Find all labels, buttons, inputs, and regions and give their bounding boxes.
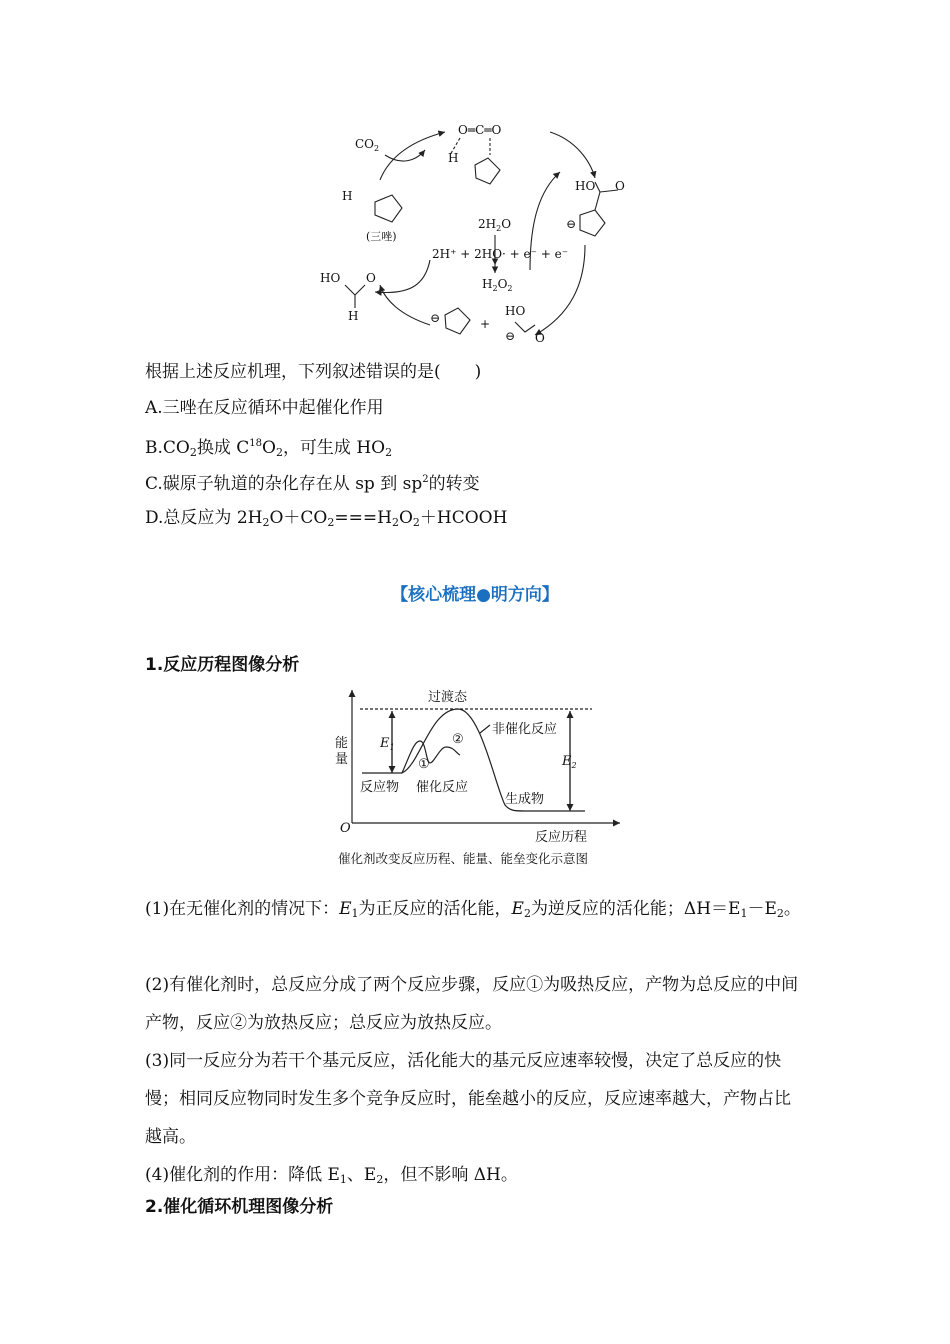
triazole-ring-left xyxy=(375,195,402,222)
cycle-arrow-left-up xyxy=(380,132,445,180)
y-label-2: 量 xyxy=(335,752,349,767)
e2-label: $E_2$ xyxy=(562,754,577,770)
minus-bottom: ⊖ xyxy=(430,311,441,325)
heading-1: 1.反应历程图像分析 xyxy=(145,655,300,675)
cooh-ho: HO xyxy=(575,179,596,193)
y-label-1: 能 xyxy=(335,736,349,751)
option-c: C.碳原子轨道的杂化存在从 sp 到 $sp^2$的转变 xyxy=(145,474,480,494)
co2-label: $CO_2$ xyxy=(355,137,380,153)
formic-ho: HO xyxy=(320,271,341,285)
o-c-o-label: O═C═O xyxy=(458,123,502,137)
triazole-ring-top xyxy=(475,158,500,184)
cycle-arrow-bottom-left xyxy=(380,285,430,325)
option-a: A.三唑在反应循环中起催化作用 xyxy=(145,398,384,418)
uncatalyzed-label: 非催化反应 xyxy=(492,722,558,737)
note-4: (4)催化剂的作用：降低 $E_1$、$E_2$，但不影响 ΔH。 xyxy=(145,1165,518,1186)
catalytic-cycle-diagram xyxy=(300,110,640,350)
formic-o: O xyxy=(366,271,376,285)
formate-ho: HO xyxy=(505,304,526,318)
note-1: (1)在无催化剂的情况下：$E_1$为正反应的活化能，$E_2$为逆反应的活化能；$\Delta H=E_1-E_2$。 xyxy=(145,899,801,920)
option-b: $B.CO_2$换成 $C^{18}O_2$，可生成 $HO_2$ xyxy=(145,438,393,459)
ts-label: 过渡态 xyxy=(428,690,468,705)
formate-o: O xyxy=(535,331,545,345)
minus-right: ⊖ xyxy=(566,217,577,231)
formic-h: H xyxy=(348,309,359,323)
option-d: D.总反应为 $2H_2O+CO_2===H_2O_2+HCOOH$ xyxy=(145,508,508,529)
co2-in-arrow xyxy=(385,150,425,161)
x-label: 反应历程 xyxy=(535,830,588,845)
h-left: H xyxy=(342,189,353,203)
question-stem: 根据上述反应机理，下列叙述错误的是( ) xyxy=(145,362,482,382)
center-equation: 2H⁺ + 2HO· + e⁻ + e⁻ xyxy=(432,247,569,261)
note-2: (2)有催化剂时，总反应分成了两个反应步骤，反应①为吸热反应，产物为总反应的中间产物，反应②为放热反应；总反应为放热反应。 xyxy=(145,975,799,1033)
energy-diagram xyxy=(330,685,630,870)
h2o2-label: $H_2O_2$ xyxy=(482,277,513,293)
cycle-arrow-top-right xyxy=(550,132,595,178)
cooh-o: O xyxy=(615,179,625,193)
step-1: ① xyxy=(418,757,430,772)
plus-bottom: + xyxy=(480,317,491,331)
origin-label: O xyxy=(340,821,351,836)
reactant-label: 反应物 xyxy=(360,780,400,795)
triazole-caption: (三唑) xyxy=(366,230,397,243)
diagram-caption: 催化剂改变反应历程、能量、能垒变化示意图 xyxy=(338,851,589,866)
note-3: (3)同一反应分为若干个基元反应，活化能大的基元反应速率较慢，决定了总反应的快慢；相同反应物同时发生多个竞争反应时，能垒越小的反应，反应速率越大，产物占比越高。 xyxy=(145,1051,791,1147)
minus-formate: ⊖ xyxy=(505,329,516,343)
step-2: ② xyxy=(452,732,464,747)
inner-arrow-left xyxy=(375,260,430,293)
catalyzed-label: 催化反应 xyxy=(416,780,469,795)
triazole-ring-bottom xyxy=(445,308,470,334)
triazole-ring-right xyxy=(580,210,605,236)
product-label: 生成物 xyxy=(505,792,545,807)
e1-label: $E_1$ xyxy=(380,736,395,752)
heading-2: 2.催化循环机理图像分析 xyxy=(145,1197,334,1217)
section-title: 【核心梳理●明方向】 xyxy=(391,585,559,605)
h-top: H xyxy=(448,151,459,165)
two-h2o-label: $2H_2O$ xyxy=(478,217,512,233)
